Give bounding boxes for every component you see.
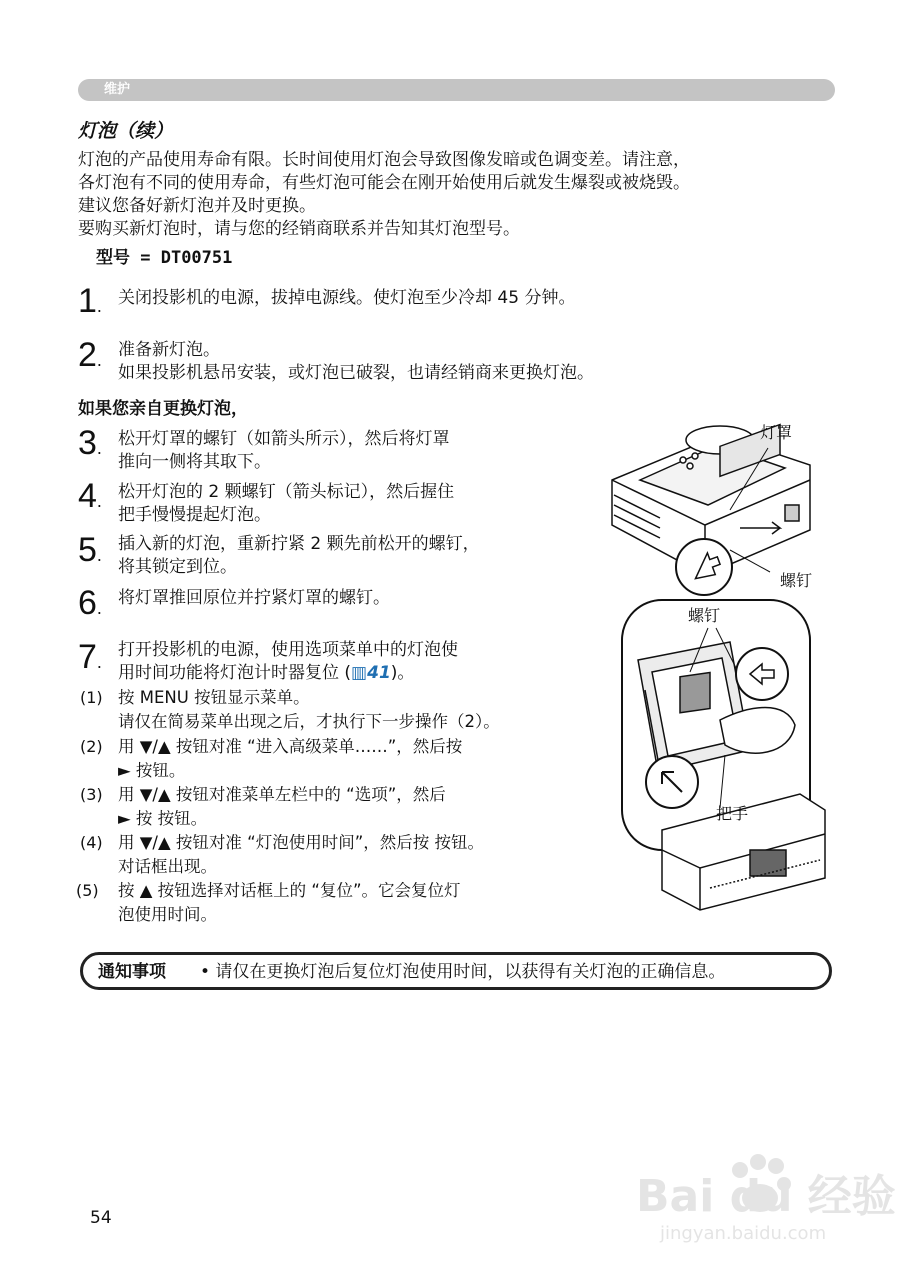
intro-line: 要购买新灯泡时，请与您的经销商联系并告知其灯泡型号。 [78,219,520,239]
step-text: 将灯罩推回原位并拧紧灯罩的螺钉。 [118,588,390,608]
step-text: 松开灯罩的螺钉（如箭头所示），然后将灯罩 [118,429,450,449]
section-header-label: 维护 [104,82,131,97]
watermark-url: jingyan.baidu.com [660,1223,827,1244]
step-text: 用时间功能将灯泡计时器复位 (▥41)。 [118,663,415,683]
intro-line: 建议您备好新灯泡并及时更换。 [78,196,316,216]
step-text: 打开投影机的电源，使用选项菜单中的灯泡使 [118,640,458,660]
intro-line: 灯泡的产品使用寿命有限。长时间使用灯泡会导致图像发暗或色调变差。请注意， [78,150,690,170]
step-number: 6. [78,584,102,622]
substep-text: 泡使用时间。 [118,905,217,924]
notice-text: • 请仅在更换灯泡后复位灯泡使用时间，以获得有关灯泡的正确信息。 [200,962,726,982]
substep-text: 请仅在简易菜单出现之后，才执行下一步操作（2）。 [118,712,500,731]
substep-text: 对话框出现。 [118,857,217,876]
notice-label: 通知事项 [98,962,166,982]
page-title: 灯泡（续） [78,120,174,142]
step-number: 4. [78,477,102,515]
step-text: 推向一侧将其取下。 [118,452,271,472]
substep-text: ► 按 按钮。 [118,809,208,828]
step-text: 将其锁定到位。 [118,557,237,577]
step-text: 如果投影机悬吊安装，或灯泡已破裂，也请经销商来更换灯泡。 [118,363,594,383]
step-text: 准备新灯泡。 [118,340,220,360]
step-number: 3. [78,424,102,462]
figure-label-cover: 灯罩 [760,423,793,442]
substep-text: 按 ▲ 按钮选择对话框上的 “复位”。它会复位灯 [118,881,461,900]
page-number: 54 [90,1208,112,1228]
watermark-brand: Bai du 经验 [636,1171,896,1222]
step-text: 把手慢慢提起灯泡。 [118,505,271,525]
step-text: 插入新的灯泡，重新拧紧 2 颗先前松开的螺钉， [118,534,480,554]
substep-text: 用 ▼/▲ 按钮对准 “灯泡使用时间”，然后按 按钮。 [118,833,485,852]
lamp-model [96,247,232,269]
intro-line: 各灯泡有不同的使用寿命，有些灯泡可能会在刚开始使用后就发生爆裂或被烧毁。 [78,173,690,193]
substep-number: (3) [80,785,103,804]
lamp-model-value: = DT00751 [140,248,233,268]
step-number: 7. [78,638,102,676]
lamp-replacement-illustration [600,410,840,950]
substep-number: (5) [76,881,99,900]
book-ref-icon[interactable]: ▥41 [351,663,391,683]
substep-number: (1) [80,688,103,707]
substep-text: 按 MENU 按钮显示菜单。 [118,688,310,707]
self-replace-subheading: 如果您亲自更换灯泡， [78,399,248,419]
figure-label-handle: 把手 [716,804,749,823]
substep-number: (2) [80,737,103,756]
baidu-watermark [620,1140,896,1250]
step-number: 2. [78,336,102,374]
step-number: 1. [78,282,102,320]
substep-text: 用 ▼/▲ 按钮对准 “进入高级菜单……”，然后按 [118,737,463,756]
section-header-bar [78,79,835,101]
figure-label-screw: 螺钉 [780,571,813,590]
figure-label-screw: 螺钉 [688,606,721,625]
step-number: 5. [78,531,102,569]
step-text: 松开灯泡的 2 颗螺钉（箭头标记），然后握住 [118,482,455,502]
substep-text: 用 ▼/▲ 按钮对准菜单左栏中的 “选项”，然后 [118,785,446,804]
lamp-model-label: 型号 [96,248,130,268]
substep-text: ► 按钮。 [118,761,186,780]
step-text: 关闭投影机的电源，拔掉电源线。使灯泡至少冷却 45 分钟。 [118,288,576,308]
substep-number: (4) [80,833,103,852]
